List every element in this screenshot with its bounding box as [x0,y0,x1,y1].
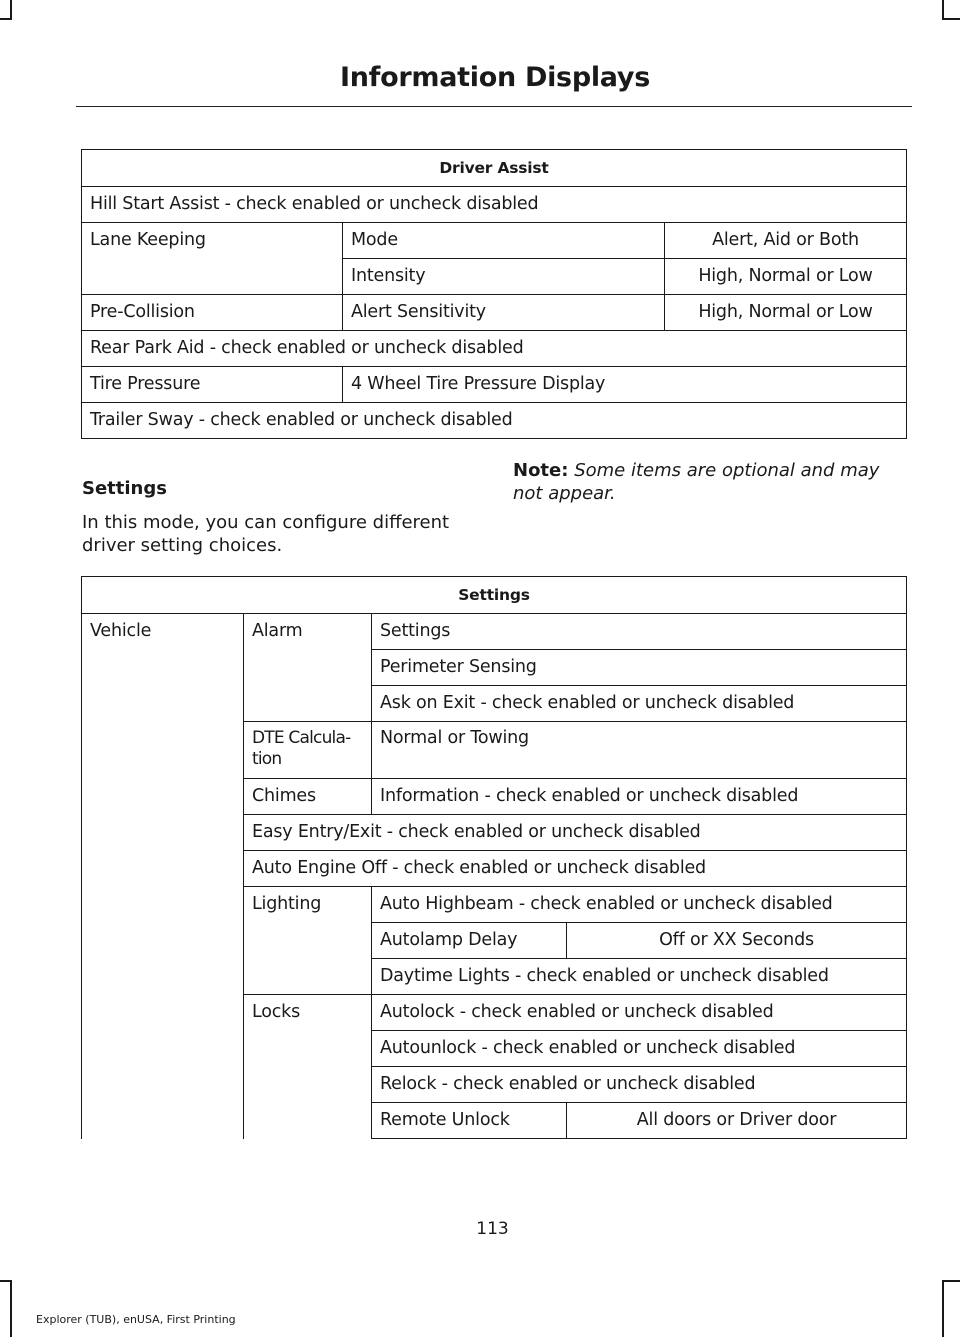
vehicle-cell: Vehicle [82,614,244,1139]
crop-mark-top-right-h [942,18,960,20]
table-row [82,367,907,403]
note-text: Some items are optional and may not appear. [513,460,880,504]
table-row [82,295,907,331]
alarm-settings-cell: Settings [372,614,907,650]
settings-note [513,459,913,505]
settings-table-title: Settings [82,577,907,614]
dte-line-1: DTE Calcula- [252,728,351,748]
table-row [82,223,907,259]
settings-table [81,576,907,1139]
table-row [82,331,907,367]
header-divider [76,106,912,107]
perimeter-sensing-cell: Perimeter Sensing [372,650,907,686]
tire-pressure-value-cell: 4 Wheel Tire Pressure Display [343,367,907,403]
alarm-cell: Alarm [244,614,372,722]
settings-heading: Settings [82,478,167,499]
note-label: Note: [513,460,569,481]
daytime-lights-cell: Daytime Lights - check enabled or uncheck disabled [372,959,907,995]
autolamp-delay-value-cell: Off or XX Seconds [567,923,907,959]
auto-highbeam-cell: Auto Highbeam - check enabled or uncheck disabled [372,887,907,923]
crop-mark-top-left-h [0,18,12,20]
table-row [82,187,907,223]
mode-value-cell: Alert, Aid or Both [665,223,907,259]
relock-cell: Relock - check enabled or uncheck disabled [372,1067,907,1103]
remote-unlock-cell: Remote Unlock [372,1103,567,1139]
chimes-value-cell: Information - check enabled or uncheck disabled [372,779,907,815]
lane-keeping-cell: Lane Keeping [82,223,343,259]
dte-value-cell: Normal or Towing [372,722,907,779]
autolamp-delay-cell: Autolamp Delay [372,923,567,959]
ask-on-exit-cell: Ask on Exit - check enabled or uncheck disabled [372,686,907,722]
settings-description: In this mode, you can configure different driver setting choices. [82,512,450,556]
crop-mark-bottom-right [942,1280,944,1337]
mode-cell: Mode [343,223,665,259]
autolock-cell: Autolock - check enabled or uncheck disabled [372,995,907,1031]
hill-start-assist-cell: Hill Start Assist - check enabled or uncheck disabled [82,187,907,223]
crop-mark-bottom-left [10,1280,12,1337]
crop-mark-bottom-left-h [0,1280,12,1282]
crop-mark-top-right [942,0,944,20]
page-number: 113 [476,1219,509,1239]
crop-mark-bottom-right-h [942,1280,960,1282]
crop-mark-top-left [10,0,12,20]
autounlock-cell: Autounlock - check enabled or uncheck disabled [372,1031,907,1067]
tire-pressure-cell: Tire Pressure [82,367,343,403]
auto-engine-off-cell: Auto Engine Off - check enabled or uncheck disabled [244,851,907,887]
dte-line-2: tion [252,749,282,769]
easy-entry-cell: Easy Entry/Exit - check enabled or uncheck disabled [244,815,907,851]
dte-calculation-cell [244,722,372,779]
alert-sensitivity-cell: Alert Sensitivity [343,295,665,331]
alert-sensitivity-value-cell: High, Normal or Low [665,295,907,331]
driver-assist-table [81,149,907,439]
intensity-cell: Intensity [343,259,665,295]
table-row [82,403,907,439]
driver-assist-table-title: Driver Assist [82,150,907,187]
empty-cell [82,259,343,295]
remote-unlock-value-cell: All doors or Driver door [567,1103,907,1139]
locks-cell: Locks [244,995,372,1139]
edition-footer: Explorer (TUB), enUSA, First Printing [36,1313,236,1326]
trailer-sway-cell: Trailer Sway - check enabled or uncheck disabled [82,403,907,439]
chimes-cell: Chimes [244,779,372,815]
lighting-cell: Lighting [244,887,372,995]
intensity-value-cell: High, Normal or Low [665,259,907,295]
rear-park-aid-cell: Rear Park Aid - check enabled or uncheck disabled [82,331,907,367]
table-row [82,259,907,295]
table-row [82,614,907,650]
page-title: Information Displays [340,62,650,93]
pre-collision-cell: Pre-Collision [82,295,343,331]
